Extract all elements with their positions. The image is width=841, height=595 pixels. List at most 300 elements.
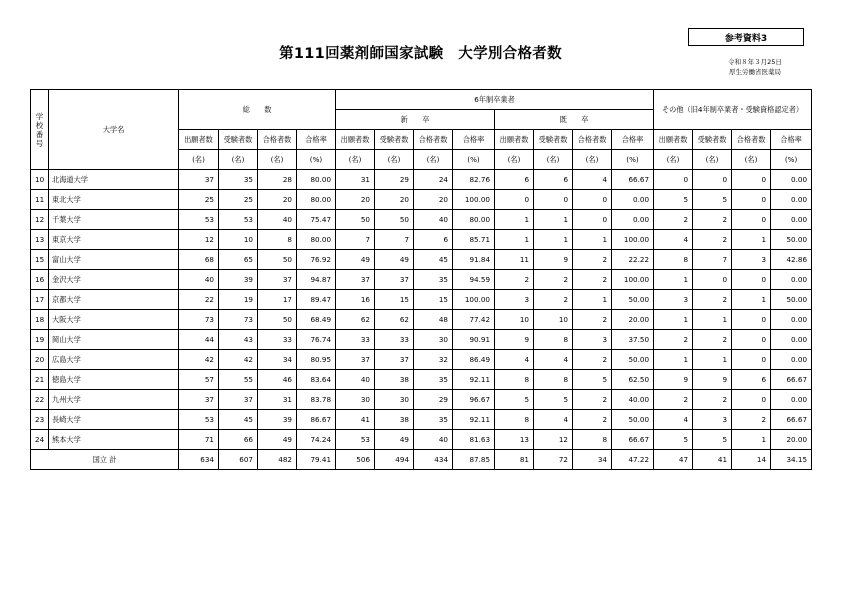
cell-value: 76.74 <box>297 330 336 350</box>
university-name: 長崎大学 <box>49 410 179 430</box>
cell-value: 5 <box>573 370 612 390</box>
cell-value: 50 <box>258 310 297 330</box>
cell-value: 37 <box>375 270 414 290</box>
cell-value: 50 <box>375 210 414 230</box>
university-name: 金沢大学 <box>49 270 179 290</box>
cell-value: 2 <box>573 270 612 290</box>
cell-value: 39 <box>258 410 297 430</box>
cell-value: 31 <box>258 390 297 410</box>
cell-value: 92.11 <box>453 370 495 390</box>
cell-value: 62.50 <box>612 370 654 390</box>
table-row <box>31 210 812 230</box>
total-value: 494 <box>375 450 414 470</box>
cell-value: 37 <box>336 350 375 370</box>
university-name: 東京大学 <box>49 230 179 250</box>
cell-value: 85.71 <box>453 230 495 250</box>
cell-value: 2 <box>693 390 732 410</box>
cell-value: 40 <box>258 210 297 230</box>
table-row <box>31 290 812 310</box>
new-grad-header: 新 卒 <box>336 110 495 130</box>
school-number: 17 <box>31 290 49 310</box>
total-value: 634 <box>179 450 219 470</box>
cell-value: 35 <box>414 370 453 390</box>
column-header: 出願者数 <box>179 130 219 150</box>
unit-header: (名) <box>219 150 258 170</box>
cell-value: 82.76 <box>453 170 495 190</box>
cell-value: 33 <box>336 330 375 350</box>
total-value: 14 <box>732 450 771 470</box>
cell-value: 40 <box>414 210 453 230</box>
column-header: 合格率 <box>453 130 495 150</box>
cell-value: 1 <box>495 230 534 250</box>
cell-value: 100.00 <box>453 190 495 210</box>
table-row <box>31 190 812 210</box>
cell-value: 41 <box>336 410 375 430</box>
cell-value: 12 <box>534 430 573 450</box>
cell-value: 48 <box>414 310 453 330</box>
cell-value: 0 <box>732 330 771 350</box>
cell-value: 28 <box>258 170 297 190</box>
cell-value: 0.00 <box>771 190 812 210</box>
column-header: 出願者数 <box>654 130 693 150</box>
column-header: 合格者数 <box>573 130 612 150</box>
cell-value: 9 <box>495 330 534 350</box>
school-number-header: 学 校 番 号 <box>31 90 49 170</box>
cell-value: 53 <box>179 410 219 430</box>
school-number: 10 <box>31 170 49 190</box>
cell-value: 0 <box>654 170 693 190</box>
cell-value: 0 <box>732 310 771 330</box>
cell-value: 1 <box>534 210 573 230</box>
cell-value: 62 <box>375 310 414 330</box>
cell-value: 2 <box>573 350 612 370</box>
cell-value: 40.00 <box>612 390 654 410</box>
cell-value: 32 <box>414 350 453 370</box>
cell-value: 76.92 <box>297 250 336 270</box>
cell-value: 20 <box>258 190 297 210</box>
cell-value: 53 <box>336 430 375 450</box>
unit-header: (%) <box>453 150 495 170</box>
cell-value: 24 <box>414 170 453 190</box>
column-header: 受験者数 <box>375 130 414 150</box>
cell-value: 15 <box>414 290 453 310</box>
unit-header: (名) <box>258 150 297 170</box>
cell-value: 20 <box>414 190 453 210</box>
cell-value: 22 <box>179 290 219 310</box>
cell-value: 7 <box>375 230 414 250</box>
table-row <box>31 350 812 370</box>
school-number: 20 <box>31 350 49 370</box>
cell-value: 5 <box>654 430 693 450</box>
cell-value: 5 <box>534 390 573 410</box>
cell-value: 8 <box>258 230 297 250</box>
cell-value: 6 <box>414 230 453 250</box>
cell-value: 40 <box>336 370 375 390</box>
cell-value: 37 <box>219 390 258 410</box>
cell-value: 9 <box>693 370 732 390</box>
other-header: その他（旧4年制卒業者・受験資格認定者） <box>654 90 812 130</box>
cell-value: 4 <box>654 230 693 250</box>
cell-value: 2 <box>534 290 573 310</box>
cell-value: 42.86 <box>771 250 812 270</box>
table-row <box>31 430 812 450</box>
cell-value: 1 <box>693 350 732 370</box>
cell-value: 20.00 <box>612 310 654 330</box>
total-value: 47.22 <box>612 450 654 470</box>
cell-value: 62 <box>336 310 375 330</box>
table-row <box>31 230 812 250</box>
cell-value: 17 <box>258 290 297 310</box>
cell-value: 2 <box>693 330 732 350</box>
cell-value: 0 <box>693 170 732 190</box>
cell-value: 5 <box>654 190 693 210</box>
cell-value: 15 <box>375 290 414 310</box>
table-row <box>31 330 812 350</box>
cell-value: 4 <box>534 350 573 370</box>
cell-value: 3 <box>495 290 534 310</box>
cell-value: 50.00 <box>771 290 812 310</box>
cell-value: 12 <box>179 230 219 250</box>
unit-header: (名) <box>693 150 732 170</box>
cell-value: 46 <box>258 370 297 390</box>
cell-value: 25 <box>179 190 219 210</box>
cell-value: 94.87 <box>297 270 336 290</box>
cell-value: 42 <box>179 350 219 370</box>
university-name: 岡山大学 <box>49 330 179 350</box>
table-row <box>31 310 812 330</box>
total-value: 506 <box>336 450 375 470</box>
column-header: 合格者数 <box>414 130 453 150</box>
cell-value: 1 <box>732 230 771 250</box>
cell-value: 71 <box>179 430 219 450</box>
school-number: 11 <box>31 190 49 210</box>
total-value: 34.15 <box>771 450 812 470</box>
cell-value: 42 <box>219 350 258 370</box>
column-header: 合格者数 <box>732 130 771 150</box>
cell-value: 2 <box>573 390 612 410</box>
cell-value: 94.59 <box>453 270 495 290</box>
cell-value: 0 <box>732 210 771 230</box>
cell-value: 1 <box>573 290 612 310</box>
column-header: 合格率 <box>612 130 654 150</box>
reference-label: 参考資料3 <box>688 28 804 46</box>
cell-value: 8 <box>573 430 612 450</box>
cell-value: 45 <box>414 250 453 270</box>
cell-value: 37 <box>258 270 297 290</box>
cell-value: 68 <box>179 250 219 270</box>
cell-value: 86.67 <box>297 410 336 430</box>
total-value: 607 <box>219 450 258 470</box>
unit-header: (名) <box>414 150 453 170</box>
cell-value: 0.00 <box>771 270 812 290</box>
university-name: 熊本大学 <box>49 430 179 450</box>
cell-value: 90.91 <box>453 330 495 350</box>
cell-value: 22.22 <box>612 250 654 270</box>
cell-value: 50.00 <box>771 230 812 250</box>
cell-value: 0.00 <box>771 330 812 350</box>
cell-value: 8 <box>495 410 534 430</box>
cell-value: 50 <box>258 250 297 270</box>
cell-value: 39 <box>219 270 258 290</box>
cell-value: 1 <box>732 430 771 450</box>
cell-value: 96.67 <box>453 390 495 410</box>
unit-header: (名) <box>495 150 534 170</box>
cell-value: 2 <box>654 210 693 230</box>
table-row <box>31 390 812 410</box>
university-name: 東北大学 <box>49 190 179 210</box>
cell-value: 53 <box>179 210 219 230</box>
cell-value: 1 <box>732 290 771 310</box>
total-value: 79.41 <box>297 450 336 470</box>
cell-value: 91.84 <box>453 250 495 270</box>
unit-header: (%) <box>612 150 654 170</box>
cell-value: 4 <box>495 350 534 370</box>
table-row <box>31 370 812 390</box>
cell-value: 80.00 <box>297 230 336 250</box>
cell-value: 100.00 <box>612 270 654 290</box>
school-number: 22 <box>31 390 49 410</box>
cell-value: 80.00 <box>453 210 495 230</box>
cell-value: 50.00 <box>612 350 654 370</box>
cell-value: 7 <box>693 250 732 270</box>
total-value: 34 <box>573 450 612 470</box>
cell-value: 92.11 <box>453 410 495 430</box>
cell-value: 20.00 <box>771 430 812 450</box>
cell-value: 83.64 <box>297 370 336 390</box>
school-number: 18 <box>31 310 49 330</box>
cell-value: 0.00 <box>771 310 812 330</box>
university-name: 九州大学 <box>49 390 179 410</box>
unit-header: (名) <box>573 150 612 170</box>
cell-value: 37 <box>179 390 219 410</box>
cell-value: 0 <box>534 190 573 210</box>
cell-value: 74.24 <box>297 430 336 450</box>
cell-value: 0 <box>495 190 534 210</box>
cell-value: 13 <box>495 430 534 450</box>
cell-value: 50.00 <box>612 410 654 430</box>
cell-value: 0.00 <box>771 390 812 410</box>
cell-value: 53 <box>219 210 258 230</box>
issue-date: 令和８年３月25日 <box>728 58 782 66</box>
total-value: 72 <box>534 450 573 470</box>
cell-value: 66 <box>219 430 258 450</box>
column-header: 受験者数 <box>693 130 732 150</box>
unit-header: (%) <box>297 150 336 170</box>
cell-value: 19 <box>219 290 258 310</box>
cell-value: 2 <box>573 410 612 430</box>
total-value: 41 <box>693 450 732 470</box>
cell-value: 83.78 <box>297 390 336 410</box>
total-header: 総 数 <box>179 90 336 130</box>
cell-value: 35 <box>219 170 258 190</box>
total-value: 434 <box>414 450 453 470</box>
column-header: 合格率 <box>771 130 812 150</box>
cell-value: 4 <box>573 170 612 190</box>
cell-value: 50.00 <box>612 290 654 310</box>
cell-value: 38 <box>375 410 414 430</box>
cell-value: 10 <box>219 230 258 250</box>
results-table <box>30 89 812 470</box>
total-value: 87.85 <box>453 450 495 470</box>
unit-header: (名) <box>179 150 219 170</box>
cell-value: 80.95 <box>297 350 336 370</box>
cell-value: 0 <box>693 270 732 290</box>
cell-value: 2 <box>654 330 693 350</box>
cell-value: 0.00 <box>771 210 812 230</box>
cell-value: 29 <box>375 170 414 190</box>
cell-value: 89.47 <box>297 290 336 310</box>
cell-value: 5 <box>693 190 732 210</box>
cell-value: 65 <box>219 250 258 270</box>
cell-value: 2 <box>693 290 732 310</box>
university-name: 北海道大学 <box>49 170 179 190</box>
cell-value: 37 <box>336 270 375 290</box>
unit-header: (名) <box>654 150 693 170</box>
cell-value: 0.00 <box>612 210 654 230</box>
cell-value: 30 <box>336 390 375 410</box>
cell-value: 6 <box>732 370 771 390</box>
cell-value: 8 <box>654 250 693 270</box>
cell-value: 33 <box>375 330 414 350</box>
unit-header: (%) <box>771 150 812 170</box>
school-number: 12 <box>31 210 49 230</box>
cell-value: 30 <box>375 390 414 410</box>
cell-value: 25 <box>219 190 258 210</box>
cell-value: 40 <box>414 430 453 450</box>
cell-value: 86.49 <box>453 350 495 370</box>
column-header: 合格者数 <box>258 130 297 150</box>
cell-value: 4 <box>534 410 573 430</box>
cell-value: 33 <box>258 330 297 350</box>
prev-grad-header: 既 卒 <box>495 110 654 130</box>
cell-value: 0.00 <box>771 170 812 190</box>
cell-value: 38 <box>375 370 414 390</box>
school-number: 15 <box>31 250 49 270</box>
cell-value: 9 <box>654 370 693 390</box>
cell-value: 75.47 <box>297 210 336 230</box>
cell-value: 34 <box>258 350 297 370</box>
cell-value: 66.67 <box>612 430 654 450</box>
school-number: 23 <box>31 410 49 430</box>
cell-value: 0.00 <box>612 190 654 210</box>
cell-value: 30 <box>414 330 453 350</box>
cell-value: 77.42 <box>453 310 495 330</box>
issuer: 厚生労働省医薬局 <box>729 68 781 76</box>
cell-value: 73 <box>219 310 258 330</box>
cell-value: 8 <box>534 370 573 390</box>
table-row <box>31 250 812 270</box>
university-name: 富山大学 <box>49 250 179 270</box>
cell-value: 5 <box>693 430 732 450</box>
university-name: 千葉大学 <box>49 210 179 230</box>
cell-value: 57 <box>179 370 219 390</box>
column-header: 受験者数 <box>219 130 258 150</box>
cell-value: 37 <box>179 170 219 190</box>
total-value: 482 <box>258 450 297 470</box>
cell-value: 100.00 <box>612 230 654 250</box>
cell-value: 3 <box>654 290 693 310</box>
cell-value: 2 <box>495 270 534 290</box>
cell-value: 3 <box>693 410 732 430</box>
cell-value: 0 <box>732 190 771 210</box>
unit-header: (名) <box>534 150 573 170</box>
unit-header: (名) <box>375 150 414 170</box>
cell-value: 35 <box>414 270 453 290</box>
column-header: 受験者数 <box>534 130 573 150</box>
cell-value: 0 <box>732 270 771 290</box>
university-name: 広島大学 <box>49 350 179 370</box>
cell-value: 49 <box>375 430 414 450</box>
cell-value: 66.67 <box>771 370 812 390</box>
cell-value: 8 <box>534 330 573 350</box>
cell-value: 55 <box>219 370 258 390</box>
school-number: 21 <box>31 370 49 390</box>
cell-value: 1 <box>534 230 573 250</box>
total-label: 国立 計 <box>31 450 179 470</box>
cell-value: 73 <box>179 310 219 330</box>
cell-value: 2 <box>534 270 573 290</box>
university-name: 大阪大学 <box>49 310 179 330</box>
cell-value: 1 <box>654 270 693 290</box>
cell-value: 7 <box>336 230 375 250</box>
school-number: 19 <box>31 330 49 350</box>
column-header: 合格率 <box>297 130 336 150</box>
cell-value: 29 <box>414 390 453 410</box>
cell-value: 66.67 <box>612 170 654 190</box>
cell-value: 10 <box>534 310 573 330</box>
table-row <box>31 170 812 190</box>
cell-value: 31 <box>336 170 375 190</box>
cell-value: 50 <box>336 210 375 230</box>
cell-value: 1 <box>495 210 534 230</box>
cell-value: 80.00 <box>297 170 336 190</box>
cell-value: 66.67 <box>771 410 812 430</box>
column-header: 出願者数 <box>495 130 534 150</box>
six-year-header: 6年制卒業者 <box>336 90 654 110</box>
cell-value: 2 <box>573 250 612 270</box>
total-row <box>31 450 812 470</box>
total-value: 81 <box>495 450 534 470</box>
cell-value: 68.49 <box>297 310 336 330</box>
cell-value: 16 <box>336 290 375 310</box>
cell-value: 10 <box>495 310 534 330</box>
cell-value: 49 <box>375 250 414 270</box>
cell-value: 0 <box>573 190 612 210</box>
cell-value: 43 <box>219 330 258 350</box>
table-row <box>31 270 812 290</box>
column-header: 出願者数 <box>336 130 375 150</box>
cell-value: 0 <box>732 350 771 370</box>
cell-value: 35 <box>414 410 453 430</box>
cell-value: 20 <box>375 190 414 210</box>
cell-value: 6 <box>534 170 573 190</box>
date-issuer-block <box>700 57 810 77</box>
cell-value: 45 <box>219 410 258 430</box>
cell-value: 4 <box>654 410 693 430</box>
cell-value: 0 <box>732 390 771 410</box>
cell-value: 2 <box>654 390 693 410</box>
cell-value: 8 <box>495 370 534 390</box>
cell-value: 2 <box>693 210 732 230</box>
document-title: 第111回薬剤師国家試験 大学別合格者数 <box>279 46 562 62</box>
cell-value: 0.00 <box>771 350 812 370</box>
school-number: 24 <box>31 430 49 450</box>
cell-value: 9 <box>534 250 573 270</box>
cell-value: 49 <box>336 250 375 270</box>
cell-value: 6 <box>495 170 534 190</box>
cell-value: 2 <box>573 310 612 330</box>
cell-value: 81.63 <box>453 430 495 450</box>
